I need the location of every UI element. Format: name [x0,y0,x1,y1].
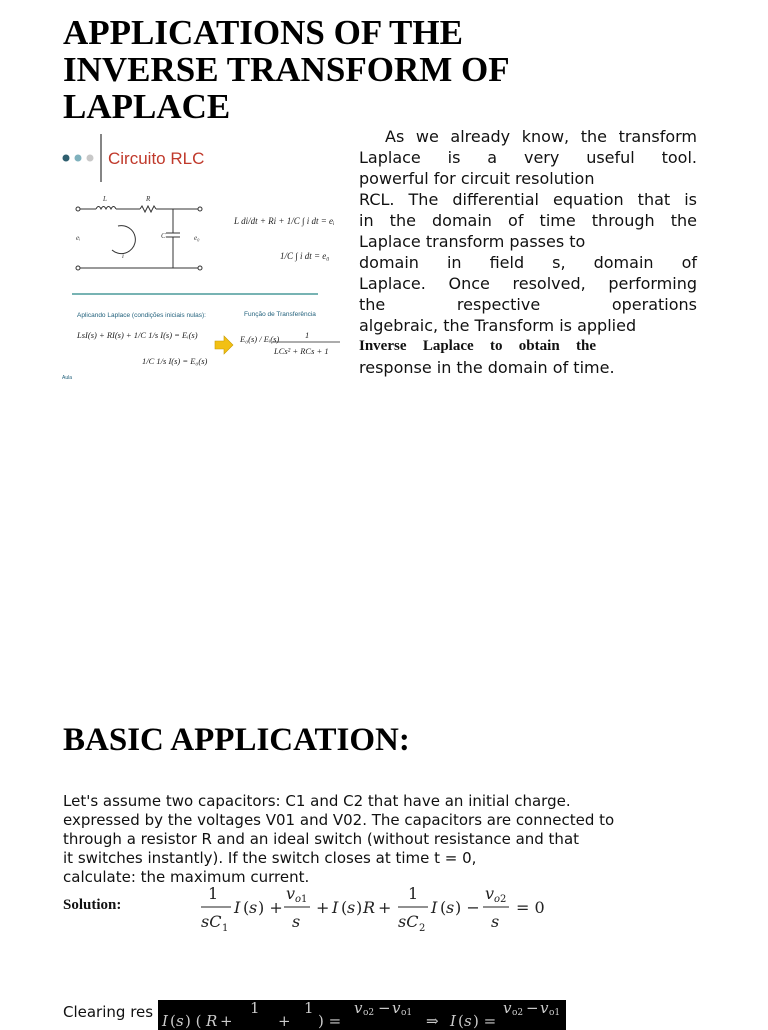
rlc-circuit-figure [58,128,346,382]
problem-line: through a resistor R and an ideal switch (without resistance and that [63,830,580,848]
solution-equation [198,880,558,936]
svg-text:o1: o1 [401,1008,413,1018]
svg-text:(: ( [458,1012,464,1030]
transfer-function-denominator: LCs² + RCs + 1 [274,346,329,356]
solution-label: Solution: [63,897,122,913]
svg-text:sC: sC [201,912,222,931]
intro-line: powerful for circuit resolution [359,169,595,188]
problem-statement [63,792,703,887]
intro-line: algebraic, the Transform is applied [359,316,637,335]
rlc-circuit-slide [58,128,346,382]
problem-line: it switches instantly). If the switch closes at time t = 0, [63,849,477,867]
svg-text:−: − [526,1000,539,1017]
svg-text:s: s [464,1012,472,1030]
page-title: APPLICATIONS OF THE INVERSE TRANSFORM OF LAPLACE [63,13,509,126]
transfer-function-lhs: E₀(s) / Eᵢ(s) [240,334,280,344]
slide-dot-icon [87,155,94,162]
svg-text:R: R [206,1012,218,1030]
intro-line: Laplace is a very useful tool. [359,148,697,167]
svg-text:) (: ) ( [185,1012,202,1030]
svg-text:I: I [162,1012,168,1030]
svg-text:o: o [295,894,302,905]
intro-line: Inverse Laplace to obtain the [359,338,596,354]
svg-text:1: 1 [208,884,219,903]
svg-text:v: v [286,884,296,903]
svg-text:v: v [354,1000,363,1017]
svg-text:+: + [220,1012,233,1030]
svg-text:s: s [491,912,500,931]
svg-text:(: ( [341,898,348,917]
svg-text:) =: ) = [318,1012,342,1030]
svg-text:1: 1 [250,1000,260,1017]
inductor-label: L [103,195,107,203]
svg-text:s: s [176,1012,184,1030]
svg-text:2: 2 [419,923,426,934]
intro-line: the respective operations [359,295,697,314]
svg-text:v: v [540,1000,549,1017]
svg-text:) −: ) − [455,898,480,917]
svg-text:): ) [356,898,363,917]
svg-text:1: 1 [304,1000,314,1017]
intro-line: Laplace. Once resolved, performing [359,274,697,293]
capacitor-label: C [161,232,166,240]
arrow-right-icon [215,336,233,354]
svg-text:I: I [431,898,438,917]
svg-text:2: 2 [500,894,507,905]
svg-text:−: − [378,1000,391,1017]
slide-dot-icon [63,155,70,162]
intro-line: in the domain of time through the [359,211,697,230]
svg-text:) =: ) = [473,1012,497,1030]
svg-text:(: ( [170,1012,176,1030]
svg-text:I: I [450,1012,456,1030]
problem-line: Let's assume two capacitors: C1 and C2 that have an initial charge. [63,792,571,810]
svg-text:s: s [249,898,258,917]
svg-text:+: + [278,1012,291,1030]
svg-text:R: R [363,898,376,917]
svg-text:(: ( [440,898,447,917]
svg-text:1: 1 [222,923,229,934]
resistor-label: R [146,195,151,203]
clearing-label: Clearing res [63,1003,154,1021]
section-heading: BASIC APPLICATION: [63,722,410,758]
laplace-caption: Aplicando Laplace (condições iniciais nulas): [77,312,206,319]
svg-text:v: v [485,884,495,903]
svg-text:+: + [316,898,330,917]
svg-text:o2: o2 [512,1008,524,1018]
intro-line: RCL. The differential equation that is [359,190,697,209]
svg-text:⇒: ⇒ [426,1012,439,1030]
svg-text:1: 1 [408,884,419,903]
svg-text:o: o [494,894,501,905]
svg-text:) +: ) + [258,898,283,917]
slide-heading: Circuito RLC [108,149,205,168]
svg-text:1: 1 [301,894,308,905]
current-label: i [122,252,124,260]
transfer-function-numerator: 1 [305,330,310,340]
output-voltage-label: e₀ [194,234,200,242]
clearing-equation [158,1000,566,1030]
transfer-function-caption: Função de Transferência [244,311,316,318]
laplace-equation-2: 1/C 1/s I(s) = E₀(s) [142,356,208,366]
svg-text:I: I [332,898,339,917]
intro-line: domain in field s, domain of [359,253,697,272]
slide-dot-icon [75,155,82,162]
svg-text:= 0: = 0 [516,898,545,917]
laplace-equation-1: LsI(s) + RI(s) + 1/C 1/s I(s) = Eᵢ(s) [77,330,198,340]
svg-text:s: s [292,912,301,931]
intro-line: Laplace transform passes to [359,232,586,251]
slide-footer: Aula [62,375,73,381]
intro-line: response in the domain of time. [359,358,615,377]
problem-line: expressed by the voltages V01 and V02. The capacitors are connected to [63,811,615,829]
problem-line: calculate: the maximum current. [63,868,310,886]
svg-text:s: s [347,898,356,917]
differential-equation-top: L di/dt + Ri + 1/C ∫ i dt = eᵢ [234,216,335,226]
input-voltage-label: eᵢ [76,234,81,242]
differential-equation-bottom: 1/C ∫ i dt = e₀ [280,251,330,261]
svg-text:v: v [392,1000,401,1017]
intro-paragraph [359,126,697,378]
svg-text:v: v [503,1000,512,1017]
svg-text:s: s [446,898,455,917]
svg-text:o1: o1 [549,1008,561,1018]
svg-text:sC: sC [398,912,419,931]
svg-text:+: + [378,898,392,917]
intro-line: As we already know, the transform [385,127,697,146]
svg-text:I: I [234,898,241,917]
svg-text:o2: o2 [363,1008,375,1018]
svg-text:(: ( [243,898,250,917]
